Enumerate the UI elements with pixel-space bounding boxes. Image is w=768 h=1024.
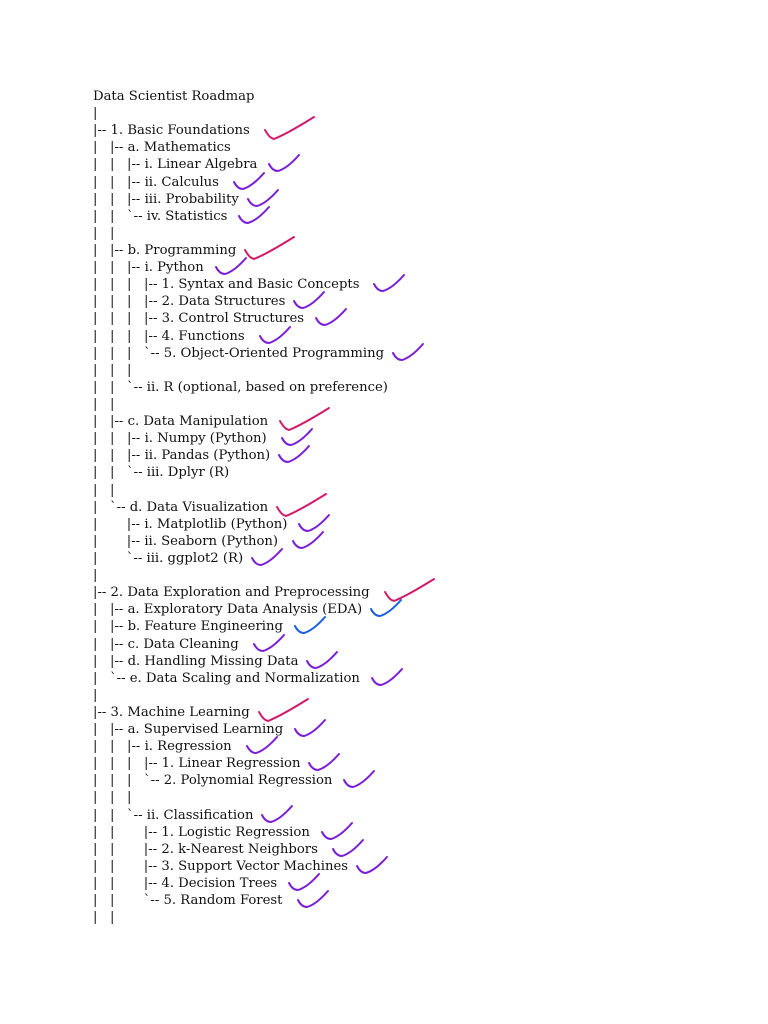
- roadmap-document: [93, 88, 733, 926]
- roadmap-line: | | | |-- 2. Data Structures: [93, 293, 733, 310]
- roadmap-line: | |: [93, 482, 115, 498]
- roadmap-line: | | |-- i. Linear Algebra: [93, 156, 733, 173]
- roadmap-line: | |: [93, 396, 115, 412]
- roadmap-line: | | |-- 4. Decision Trees: [93, 875, 733, 892]
- roadmap-line: |-- 2. Data Exploration and Preprocessing: [93, 584, 733, 601]
- roadmap-line: | |-- c. Data Cleaning: [93, 636, 733, 653]
- roadmap-line: |-- 1. Basic Foundations: [93, 122, 733, 139]
- roadmap-line: | | |-- 2. k-Nearest Neighbors: [93, 841, 733, 858]
- roadmap-line: |: [93, 687, 98, 703]
- roadmap-line: | | |-- i. Regression: [93, 738, 733, 755]
- roadmap-line: |-- 3. Machine Learning: [93, 704, 733, 721]
- roadmap-line: | |-- ii. Seaborn (Python): [93, 533, 733, 550]
- roadmap-line: | |-- b. Feature Engineering: [93, 618, 733, 635]
- roadmap-line: | |-- a. Supervised Learning: [93, 721, 733, 738]
- roadmap-line: | |-- i. Matplotlib (Python): [93, 516, 733, 533]
- roadmap-line: | |: [93, 225, 115, 241]
- roadmap-line: | | `-- 5. Random Forest: [93, 892, 733, 909]
- roadmap-line: | | | `-- 5. Object-Oriented Programming: [93, 345, 733, 362]
- roadmap-line: | | | |-- 1. Syntax and Basic Concepts: [93, 276, 733, 293]
- document-title: Data Scientist Roadmap: [93, 89, 255, 104]
- roadmap-line: | |-- a. Exploratory Data Analysis (EDA): [93, 601, 733, 618]
- roadmap-line: | | | |-- 4. Functions: [93, 328, 733, 345]
- roadmap-line: | | `-- ii. Classification: [93, 807, 733, 824]
- roadmap-line: | | |-- i. Numpy (Python): [93, 430, 733, 447]
- roadmap-line: | | |: [93, 790, 132, 806]
- roadmap-line: | |-- a. Mathematics: [93, 140, 231, 156]
- roadmap-line: | | |-- 1. Logistic Regression: [93, 824, 733, 841]
- roadmap-line: | | | |-- 3. Control Structures: [93, 310, 733, 327]
- roadmap-line: | |: [93, 910, 115, 926]
- roadmap-line: |: [93, 106, 98, 122]
- roadmap-line: | | | |-- 1. Linear Regression: [93, 755, 733, 772]
- roadmap-line: | | |-- ii. Calculus: [93, 174, 733, 191]
- roadmap-line: | `-- e. Data Scaling and Normalization: [93, 670, 733, 687]
- roadmap-line: | |-- b. Programming: [93, 242, 733, 259]
- roadmap-line: | `-- iii. ggplot2 (R): [93, 550, 733, 567]
- roadmap-line: | | |-- ii. Pandas (Python): [93, 447, 733, 464]
- roadmap-line: | | |-- iii. Probability: [93, 191, 733, 208]
- roadmap-line: | | `-- ii. R (optional, based on preference): [93, 379, 388, 395]
- roadmap-line: |: [93, 568, 98, 584]
- roadmap-line: | |-- d. Handling Missing Data: [93, 653, 733, 670]
- roadmap-line: | `-- d. Data Visualization: [93, 499, 733, 516]
- roadmap-line: | | `-- iii. Dplyr (R): [93, 465, 230, 481]
- roadmap-line: | | |-- 3. Support Vector Machines: [93, 858, 733, 875]
- roadmap-line: | |-- c. Data Manipulation: [93, 413, 733, 430]
- roadmap-line: | | |-- i. Python: [93, 259, 733, 276]
- roadmap-line: | | |: [93, 362, 132, 378]
- roadmap-line: | | `-- iv. Statistics: [93, 208, 733, 225]
- roadmap-line: | | | `-- 2. Polynomial Regression: [93, 772, 733, 789]
